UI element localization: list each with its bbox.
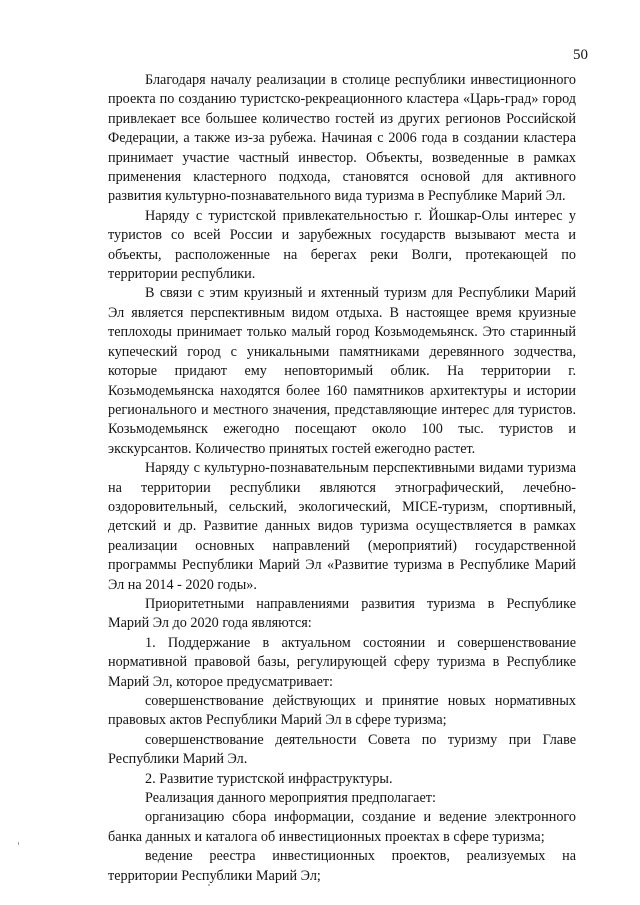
scan-dust-mark [18,842,19,845]
page-number: 50 [573,47,588,63]
list-item-project-registry: ведение реестра инвестиционных проектов, реализуемых на территории Республики Марий Эл; [108,848,576,884]
paragraph-implementation: Реализация данного мероприятия предполагает: [145,790,436,807]
list-item-infrastructure: 2. Развитие туристской инфраструктуры. [145,770,393,787]
paragraph-priority-directions: Приоритетными направлениями развития туризма в Республике Марий Эл до 2020 года являются: [108,595,576,632]
paragraph-volga-attractions: Наряду с туристской привлекательностью г. Йошкар-Олы интерес у туристов со всей России и зарубежных государств вызывают места и объекты, расположенные на берегах реки Волги, протекающей по территории республики. [108,207,576,283]
paragraph-cluster-tsar-grad: Благодаря началу реализации в столице республики инвестиционного проекта по созданию туристско-рекреационного кластера «Царь-град» город привлекает все большее количество гостей из других регионов Российской Федерации, а также из-за рубежа. Начиная с 2006 года в создании кластера принимает участие частный инвестор. Объекты, возведенные в рамках применения кластерного подхода, становятся основой для активного развития культурно-познавательного вида туризма в Республике Марий Эл. [108,72,576,205]
paragraph-cruise-tourism: В связи с этим круизный и яхтенный туризм для Республики Марий Эл является перспективным видом отдыха. В настоящее время круизные теплоходы принимает только малый город Козьмодемьянск. Это старинный купеческий город с уникальными памятниками деревянного зодчества, которые придают ему неповторимый облик. На территории г. Козьмодемьянска находятся более 160 памятников архитектуры и истории регионального и местного значения, представляющие интерес для туристов. Козьмодемьянск ежегодно посещают около 100 тыс. туристов и экскурсантов. Количество принятых гостей ежегодно растет. [108,285,576,457]
document-body [108,71,576,886]
list-item-regulatory-base: 1. Поддержание в актуальном состоянии и совершенствование нормативной правовой базы, регулирующей сферу туризма в Республике Марий Эл, которое предусматривает: [108,634,576,690]
list-item-tourism-council: совершенствование деятельности Совета по туризму при Главе Республики Марий Эл. [108,731,576,768]
list-item-new-legal-acts: совершенствование действующих и принятие новых нормативных правовых актов Республики Марий Эл в сфере туризма; [108,693,576,729]
list-item-data-bank: организацию сбора информации, создание и ведение электронного банка данных и каталога об инвестиционных проектах в сфере туризма; [108,809,576,845]
paragraph-tourism-types: Наряду с культурно-познавательным перспективными видами туризма на территории республики являются этнографический, лечебно-оздоровительный, сельский, экологический, MICE-туризм, спортивный, детский и др. Развитие данных видов туризма осуществляется в рамках реализации основных направлений (мероприятий) государственной программы Республики Марий Эл «Развитие туризма в Республике Марий Эл на 2014 - 2020 годы». [108,460,576,593]
scan-dust-mark [208,884,210,886]
